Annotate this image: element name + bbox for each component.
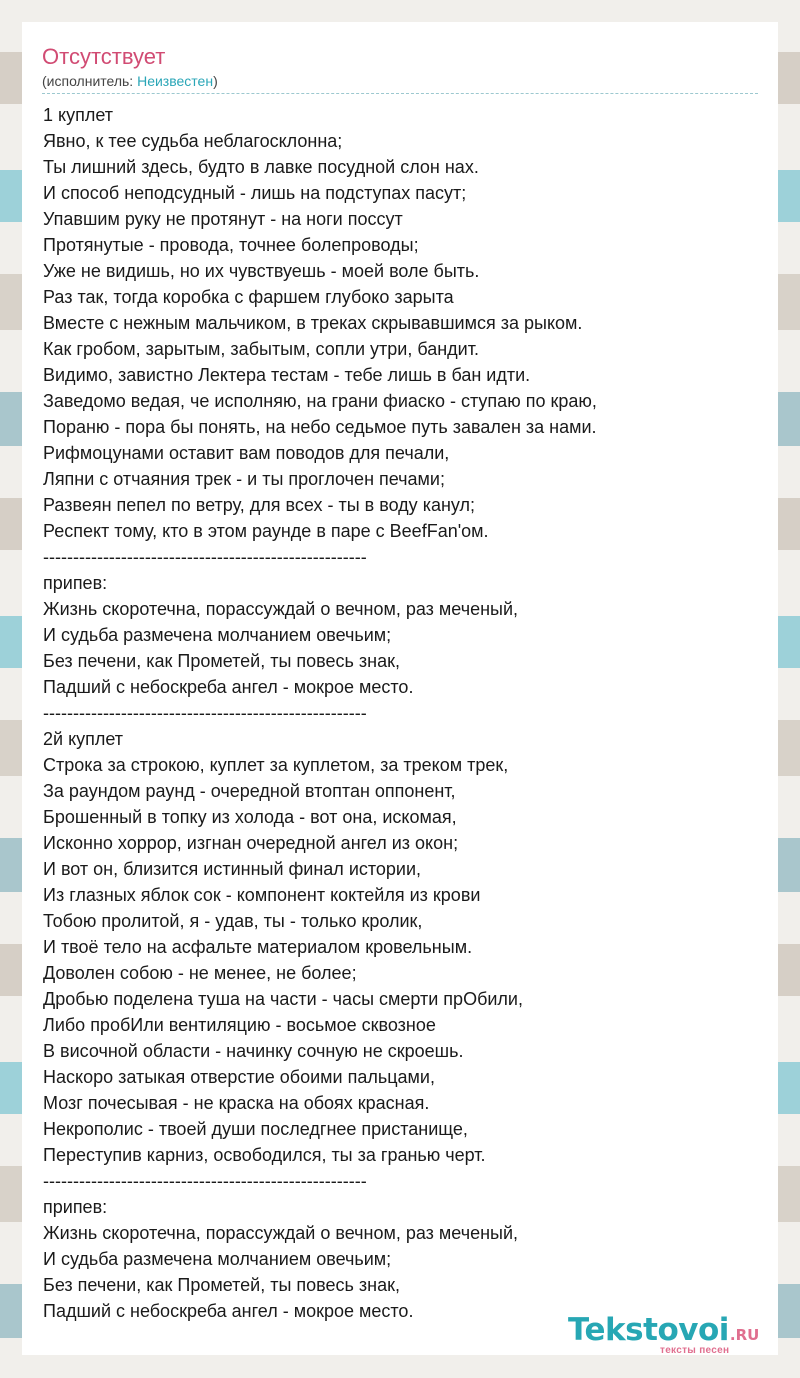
logo-name: Tekstovoi: [568, 1312, 729, 1348]
lyric-line: Тобою пролитой, я - удав, ты - только кролик,: [43, 911, 423, 931]
lyric-line: Падший с небоскреба ангел - мокрое место.: [43, 1301, 414, 1321]
lyric-line: Уже не видишь, но их чувствуешь - моей воле быть.: [43, 261, 480, 281]
lyric-line: В височной области - начинку сочную не скроешь.: [43, 1041, 464, 1061]
lyric-line: 2й куплет: [43, 729, 124, 749]
lyric-line: Жизнь скоротечна, порассуждай о вечном, раз меченый,: [43, 1223, 519, 1243]
lyric-line: Из глазных яблок сок - компонент коктейля из крови: [43, 885, 481, 905]
lyric-line: припев:: [43, 1197, 108, 1217]
lyric-line: Заведомо ведая, че исполняю, на грани фиаско - ступаю по краю,: [43, 391, 597, 411]
lyric-line: И судьба размечена молчанием овечьим;: [43, 625, 392, 645]
lyric-line: Явно, к тее судьба неблагосклонна;: [43, 131, 343, 151]
lyric-line: Пораню - пора бы понять, на небо седьмое путь завален за нами.: [43, 417, 597, 437]
lyric-line: Как гробом, зарытым, забытым, сопли утри, бандит.: [43, 339, 479, 359]
lyric-line: Мозг почесывая - не краска на обоях красная.: [43, 1093, 430, 1113]
header-divider: [42, 93, 758, 94]
lyric-line: припев:: [43, 573, 108, 593]
logo-tagline: тексты песен: [660, 1345, 730, 1356]
lyric-line: ------------------------------------------------------: [43, 547, 367, 567]
lyric-line: И вот он, близится истинный финал истории,: [43, 859, 422, 879]
lyric-line: ------------------------------------------------------: [43, 1171, 367, 1191]
song-title: Отсутствует: [42, 44, 166, 69]
lyric-line: Наскоро затыкая отверстие обоими пальцами,: [43, 1067, 435, 1087]
lyric-line: За раундом раунд - очередной втоптан оппонент,: [43, 781, 456, 801]
lyric-line: Некрополис - твоей души последгнее пристанище,: [43, 1119, 468, 1139]
lyric-line: Респект тому, кто в этом раунде в паре с BeefFan'ом.: [43, 521, 489, 541]
lyric-line: И способ неподсудный - лишь на подступах пасут;: [43, 183, 467, 203]
lyric-line: Ты лишний здесь, будто в лавке посудной слон нах.: [43, 157, 479, 177]
performer-link[interactable]: Неизвестен: [137, 73, 214, 89]
lyric-line: Видимо, завистно Лектера тестам - тебе лишь в бан идти.: [43, 365, 531, 385]
performer-prefix: (исполнитель:: [42, 73, 138, 89]
lyric-line: Исконно хоррор, изгнан очередной ангел из окон;: [43, 833, 459, 853]
lyric-line: Падший с небоскреба ангел - мокрое место.: [43, 677, 414, 697]
lyric-line: Упавшим руку не протянут - на ноги поссут: [43, 209, 403, 229]
lyric-line: Жизнь скоротечна, порассуждай о вечном, раз меченый,: [43, 599, 519, 619]
logo-domain: .RU: [729, 1326, 760, 1344]
lyric-line: Без печени, как Прометей, ты повесь знак,: [43, 1275, 401, 1295]
lyric-line: Рифмоцунами оставит вам поводов для печали,: [43, 443, 450, 463]
lyric-line: Доволен собою - не менее, не более;: [43, 963, 357, 983]
lyric-line: Ляпни с отчаяния трек - и ты проглочен печами;: [43, 469, 445, 489]
lyric-line: Раз так, тогда коробка с фаршем глубоко зарыта: [43, 287, 454, 307]
lyric-line: Брошенный в топку из холода - вот она, искомая,: [43, 807, 457, 827]
lyric-line: И твоё тело на асфальте материалом кровельным.: [43, 937, 473, 957]
lyric-line: Переступив карниз, освободился, ты за гранью черт.: [43, 1145, 486, 1165]
lyric-line: Вместе с нежным мальчиком, в треках скрывавшимся за рыком.: [43, 313, 583, 333]
lyric-line: 1 куплет: [43, 105, 113, 125]
performer-suffix: ): [213, 73, 218, 89]
lyric-line: Строка за строкою, куплет за куплетом, за треком трек,: [43, 755, 509, 775]
lyric-line: Дробью поделена туша на части - часы смерти прОбили,: [43, 989, 523, 1009]
site-logo[interactable]: [568, 1312, 760, 1356]
lyric-line: Без печени, как Прометей, ты повесь знак,: [43, 651, 401, 671]
performer-line: [42, 72, 218, 90]
lyric-line: Либо пробИли вентиляцию - восьмое сквозное: [43, 1015, 436, 1035]
lyric-line: ------------------------------------------------------: [43, 703, 367, 723]
lyrics-text: [43, 102, 763, 1324]
lyric-line: И судьба размечена молчанием овечьим;: [43, 1249, 392, 1269]
lyrics-card: [22, 22, 778, 1355]
lyric-line: Протянутые - провода, точнее болепроводы;: [43, 235, 419, 255]
lyric-line: Развеян пепел по ветру, для всех - ты в воду канул;: [43, 495, 476, 515]
